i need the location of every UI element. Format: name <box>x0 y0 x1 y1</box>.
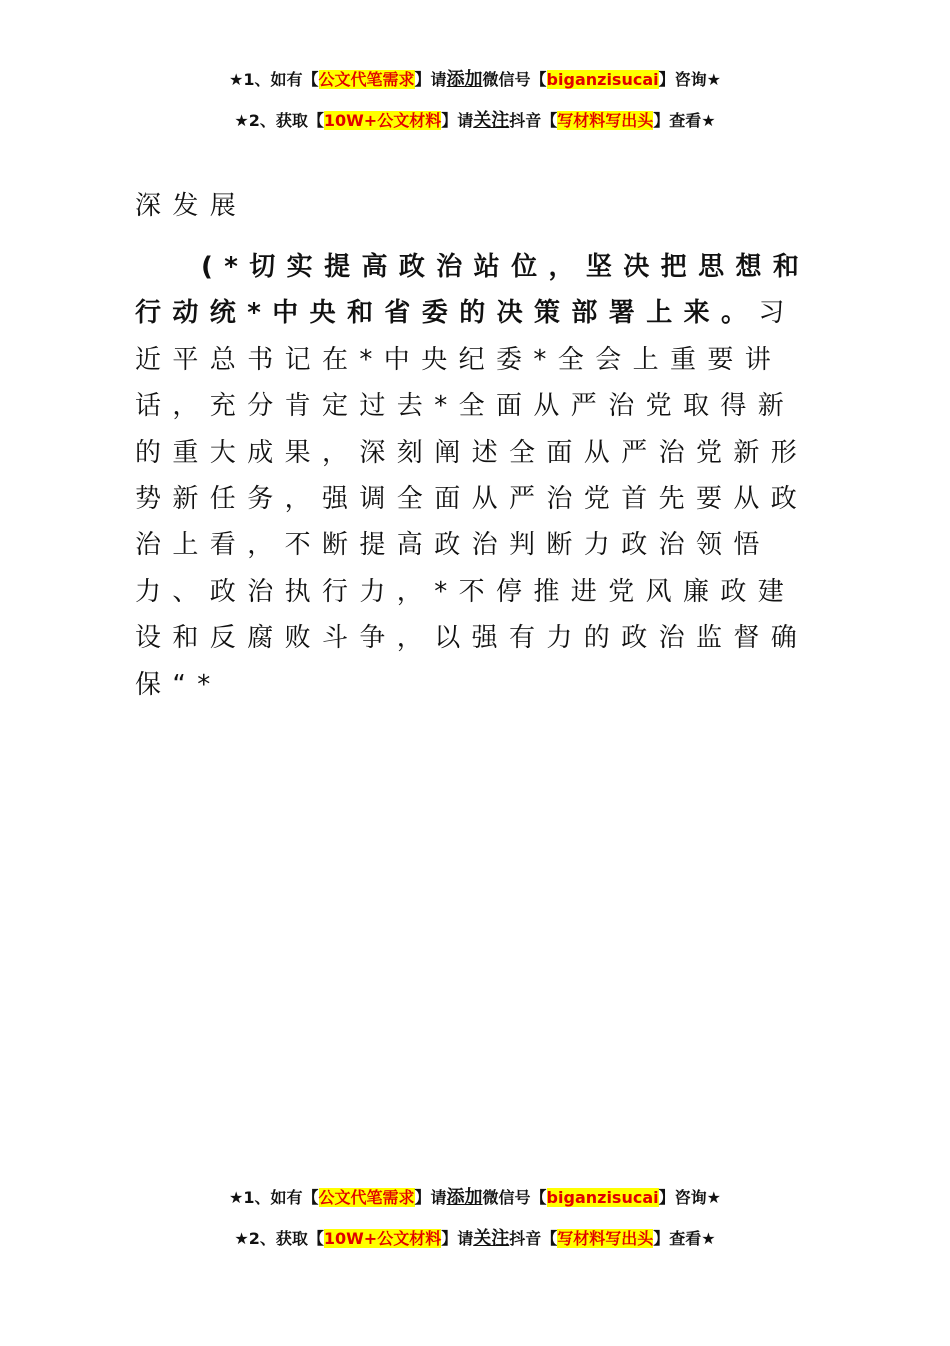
banner-text: 】咨询★ <box>658 70 721 89</box>
banner-underline: 添加 <box>446 69 483 90</box>
banner-highlight: 公文代笔需求 <box>318 70 415 89</box>
paragraph <box>135 244 817 708</box>
banner-text: 】请 <box>441 1229 474 1248</box>
footer-banner <box>0 1188 950 1249</box>
banner-text: 】请 <box>414 1188 447 1207</box>
banner-line-1 <box>0 70 950 90</box>
continued-text: 深发展 <box>135 191 248 221</box>
banner-highlight: biganzisucai <box>546 1188 659 1207</box>
banner-text: ★1、如有【 <box>229 1188 319 1207</box>
banner-highlight: 10W+公文材料 <box>323 1229 442 1248</box>
banner-highlight: 10W+公文材料 <box>323 111 442 130</box>
section-heading: (*切实提高政治站位，坚决把思想和行动统*中央和省委的决策部署上来。 <box>135 252 811 329</box>
banner-text: ★2、获取【 <box>234 1229 324 1248</box>
banner-text: 抖音【 <box>509 1229 558 1248</box>
banner-highlight: 写材料写出头 <box>557 111 654 130</box>
banner-text: 微信号【 <box>482 1188 547 1207</box>
banner-text: ★1、如有【 <box>229 70 319 89</box>
banner-text: ★2、获取【 <box>234 111 324 130</box>
banner-text: 】咨询★ <box>658 1188 721 1207</box>
banner-line-2 <box>0 1229 950 1249</box>
banner-text: 】查看★ <box>653 1229 716 1248</box>
banner-text: 】请 <box>441 111 474 130</box>
banner-underline: 关注 <box>473 110 510 131</box>
banner-line-1 <box>0 1188 950 1208</box>
banner-underline: 关注 <box>473 1228 510 1249</box>
paragraph-body: 习近平总书记在*中央纪委*全会上重要讲话，充分肯定过去*全面从严治党取得新的重大成果，深刻阐述全面从严治党新形势新任务，强调全面从严治党首先要从政治上看，不断提高政治判断力政治领悟力、政治执行力，*不停推进党风廉政建设和反腐败斗争，以强有力的政治监督确保“* <box>135 298 809 700</box>
banner-text: 抖音【 <box>509 111 558 130</box>
banner-text: 】请 <box>414 70 447 89</box>
banner-text: 微信号【 <box>482 70 547 89</box>
header-banner <box>0 70 950 131</box>
banner-highlight: 写材料写出头 <box>557 1229 654 1248</box>
banner-highlight: biganzisucai <box>546 70 659 89</box>
banner-text: 】查看★ <box>653 111 716 130</box>
banner-line-2 <box>0 111 950 131</box>
banner-underline: 添加 <box>446 1187 483 1208</box>
banner-highlight: 公文代笔需求 <box>318 1188 415 1207</box>
main-paragraph <box>135 244 817 708</box>
